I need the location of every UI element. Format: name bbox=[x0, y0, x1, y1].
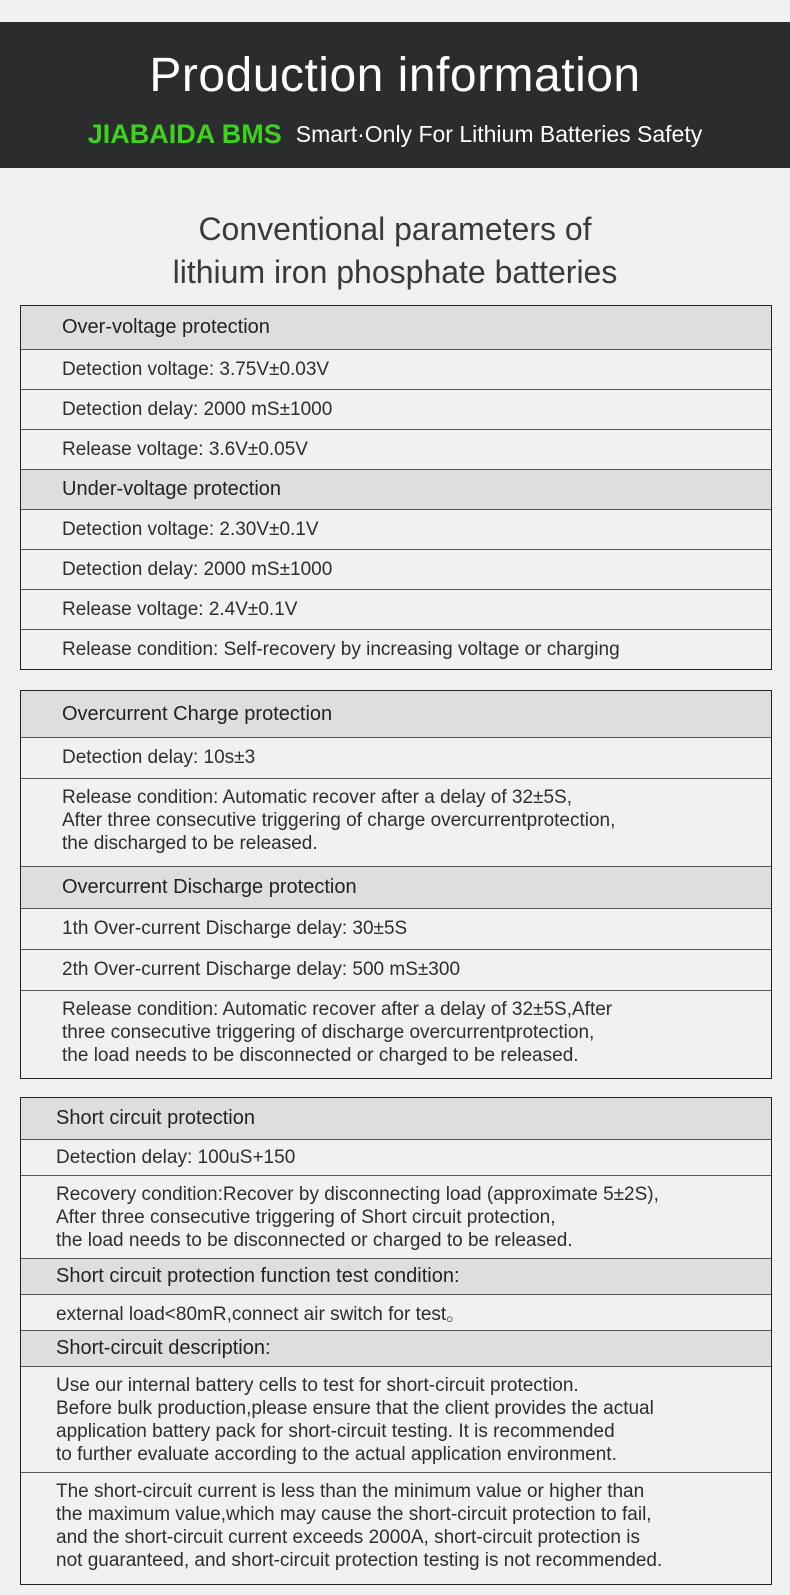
table-row: Detection voltage: 2.30V±0.1V bbox=[21, 509, 771, 549]
table-row: Detection delay: 2000 mS±1000 bbox=[21, 549, 771, 589]
table-row: 1th Over-current Discharge delay: 30±5S bbox=[21, 908, 771, 949]
table-row: Release condition: Automatic recover after a delay of 32±5S, After three consecutive triggering of charge overcurrentprotection, the discharged to be released. bbox=[21, 778, 771, 866]
overcurrent-protection-table bbox=[20, 690, 772, 1079]
table-row-header: Short circuit protection function test condition: bbox=[21, 1258, 771, 1294]
header-banner bbox=[0, 22, 790, 168]
table-row-header: Overcurrent Discharge protection bbox=[21, 866, 771, 908]
table-row: Release condition: Self-recovery by increasing voltage or charging bbox=[21, 629, 771, 669]
table-row: Use our internal battery cells to test for short-circuit protection. Before bulk production,please ensure that the client provides the actual application battery pack for short-circuit testing. It is recommended to further evaluate according to the actual application environment. bbox=[21, 1366, 771, 1472]
page-title: Production information bbox=[149, 49, 641, 102]
table-row: Detection delay: 10s±3 bbox=[21, 737, 771, 778]
table-row: Detection voltage: 3.75V±0.03V bbox=[21, 349, 771, 389]
table-row: external load<80mR,connect air switch for test。 bbox=[21, 1294, 771, 1330]
table-row: Release condition: Automatic recover after a delay of 32±5S,After three consecutive triggering of discharge overcurrentprotection, the load needs to be disconnected or charged to be released. bbox=[21, 990, 771, 1078]
table-row: Detection delay: 100uS+150 bbox=[21, 1139, 771, 1175]
table-row: The short-circuit current is less than the minimum value or higher than the maximum value,which may cause the short-circuit protection to fail, and the short-circuit current exceeds 2000A, short-circuit protection is not guaranteed, and short-circuit protection testing is not recommended. bbox=[21, 1472, 771, 1584]
brand-tagline: Smart·Only For Lithium Batteries Safety bbox=[295, 121, 703, 147]
table-row: Detection delay: 2000 mS±1000 bbox=[21, 389, 771, 429]
table-row: 2th Over-current Discharge delay: 500 mS±300 bbox=[21, 949, 771, 990]
table-row: Recovery condition:Recover by disconnecting load (approximate 5±2S), After three consecutive triggering of Short circuit protection, the load needs to be disconnected or charged to be released. bbox=[21, 1175, 771, 1258]
table-row: Release voltage: 2.4V±0.1V bbox=[21, 589, 771, 629]
table-row-header: Over-voltage protection bbox=[21, 306, 771, 349]
table-row-header: Short circuit protection bbox=[21, 1098, 771, 1139]
short-circuit-protection-table bbox=[20, 1097, 772, 1585]
table-row-header: Short-circuit description: bbox=[21, 1330, 771, 1366]
section-title: Conventional parameters of lithium iron phosphate batteries bbox=[172, 211, 618, 290]
header-subtitle bbox=[0, 118, 790, 150]
voltage-protection-table bbox=[20, 305, 772, 670]
table-row: Release voltage: 3.6V±0.05V bbox=[21, 429, 771, 469]
brand-name: JIABAIDA BMS bbox=[87, 119, 282, 149]
table-row-header: Overcurrent Charge protection bbox=[21, 691, 771, 737]
table-row-header: Under-voltage protection bbox=[21, 469, 771, 509]
